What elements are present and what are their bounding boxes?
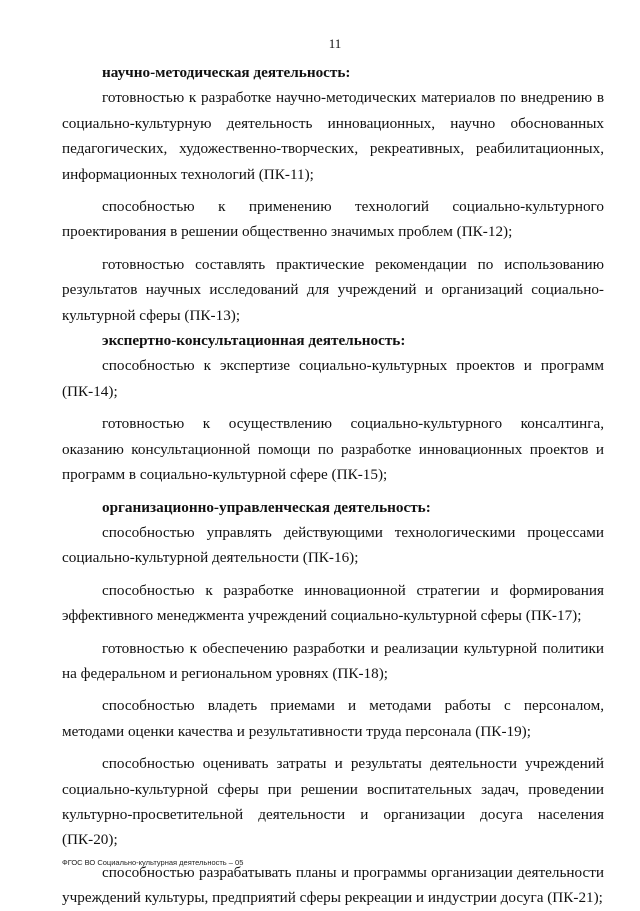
competency-item: способностью к разработке инновационной стратегии и формирования эффективного менеджмента учреждений социально-культурной сферы (ПК-17); bbox=[62, 581, 604, 625]
section-heading: организационно-управленческая деятельность: bbox=[102, 498, 431, 516]
competency-item: способностью управлять действующими технологическими процессами социально-культурной деятельности (ПК-16); bbox=[62, 523, 604, 567]
competency-item: способностью оценивать затраты и результаты деятельности учреждений социально-культурной сферы при решении воспитательных задач, проведении культурно-просветительной деятельности и организации досуга населения (ПК-20); bbox=[62, 755, 604, 849]
page-number: 11 bbox=[328, 36, 342, 51]
section-heading: научно-методическая деятельность: bbox=[102, 64, 351, 81]
competency-item: готовностью к обеспечению разработки и реализации культурной политики на федеральном и региональном уровнях (ПК-18); bbox=[62, 639, 604, 682]
competency-item: готовностью к осуществлению социально-культурного консалтинга, оказанию консультационной помощи по разработке инновационных проектов и программ в социально-культурной сфере (ПК-15); bbox=[62, 415, 604, 484]
document-body bbox=[62, 60, 604, 911]
page-footer: ФГОС ВО Социально-культурная деятельность – 05 bbox=[62, 858, 244, 867]
competency-item: способностью к применению технологий социально-культурного проектирования в решении общественно значимых проблем (ПК-12); bbox=[62, 198, 604, 241]
competency-item: готовностью к разработке научно-методических материалов по внедрению в социально-культурную деятельность инновационных, научно обоснованных педагогических, художественно-творческих, рекреативных, реабилитационных, информационных технологий (ПК-11); bbox=[62, 89, 604, 183]
competency-item: способностью к экспертизе социально-культурных проектов и программ (ПК-14); bbox=[62, 357, 604, 400]
section-heading: экспертно-консультационная деятельность: bbox=[102, 332, 406, 350]
competency-item: способностью владеть приемами и методами работы с персоналом, методами оценки качества и результативности труда персонала (ПК-19); bbox=[62, 697, 604, 740]
competency-item: способностью разрабатывать планы и программы организации деятельности учреждений культуры, предприятий сферы рекреации и индустрии досуга (ПК-21); bbox=[62, 863, 604, 907]
competency-item: готовностью составлять практические рекомендации по использованию результатов научных исследований для учреждений и организаций социально-культурной сферы (ПК-13); bbox=[62, 255, 604, 324]
